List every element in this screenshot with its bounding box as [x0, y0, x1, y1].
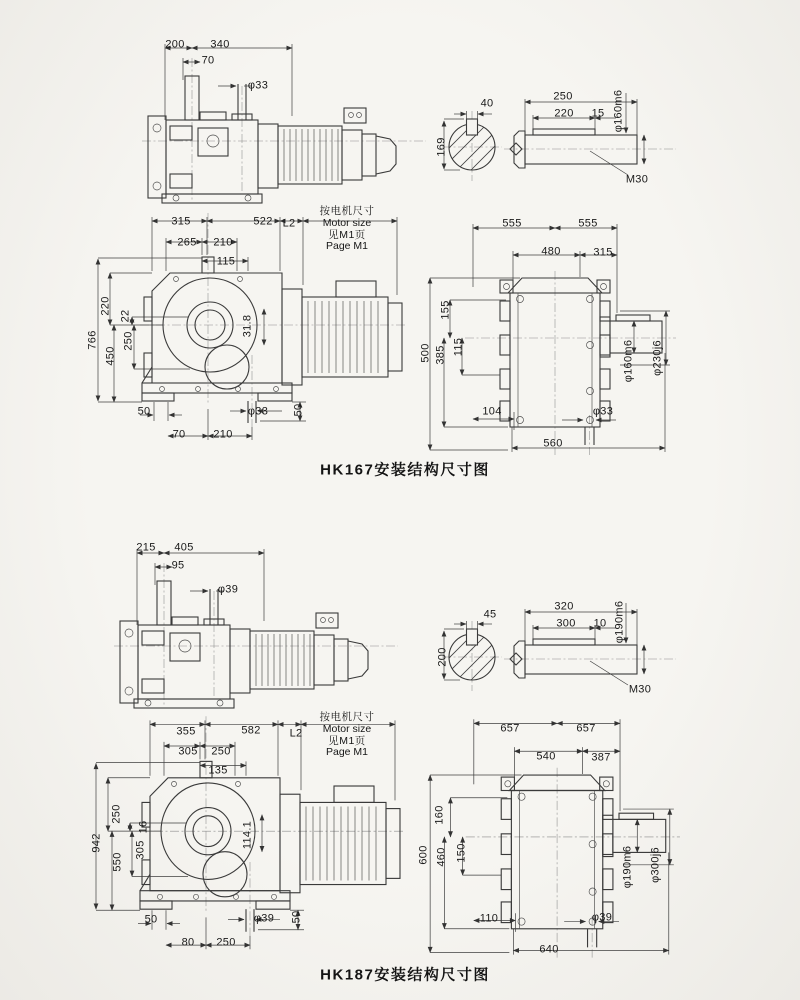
motor-note-line-en1: Motor size [322, 216, 372, 229]
hk167-plan-dim-155: 155 [439, 300, 452, 320]
hk167-front-dim-shaft-dia: φ33 [247, 405, 269, 418]
hk167-shaft-dim-220: 220 [554, 107, 574, 120]
hk187-shaft-dim-10: 10 [593, 617, 607, 630]
hk187-caption: HK187安装结构尺寸图 [320, 966, 490, 984]
hk187-plan-dim-640: 640 [539, 943, 559, 956]
hk167-plan-dim-spigot-dia: φ230j6 [651, 340, 664, 376]
motor-note-line-cn1: 按电机尺寸 [319, 711, 375, 723]
hk167-front-dim-50-left: 50 [137, 405, 151, 418]
hk167-front-dim-450: 450 [104, 346, 117, 366]
hk187-side-dim-215: 215 [136, 541, 156, 554]
motor-note-line-en1: Motor size [322, 722, 372, 735]
hk167-front-dim-l2: L2 [282, 217, 296, 230]
hk167-front-dim-210: 210 [213, 236, 233, 249]
hk167-plan-dim-104: 104 [482, 405, 502, 418]
hk167-plan-dim-315: 315 [593, 246, 613, 259]
hk187-motor-size-note [320, 712, 375, 759]
motor-note-line-en2: Page M1 [325, 240, 369, 253]
hk167-shaft-dim-section-height: 169 [435, 137, 448, 157]
hk187-front-dim-550: 550 [111, 852, 124, 872]
hk167-front-dim-50-right: 50 [292, 403, 305, 417]
hk187-plan-dim-160: 160 [433, 805, 446, 825]
hk187-side-dim-shaft-dia: φ39 [217, 583, 239, 596]
hk167-shaft-dim-250: 250 [553, 90, 573, 103]
hk187-plan-dim-110: 110 [479, 912, 499, 925]
hk187-plan-dim-150: 150 [455, 843, 468, 863]
hk187-front-dim-l2: L2 [289, 727, 303, 740]
hk187-side-view [114, 549, 398, 708]
hk187-front-dim-50-right: 50 [290, 910, 303, 924]
hk167-plan-dim-480: 480 [541, 245, 561, 258]
hk167-front-dim-265: 265 [177, 236, 197, 249]
hk167-front-dim-766: 766 [86, 330, 99, 350]
hk187-front-dim-50-left: 50 [144, 913, 158, 926]
hk187-plan-dim-600: 600 [417, 845, 430, 865]
hk187-front-dim-114-1: 114.1 [241, 820, 254, 850]
hk187-front-dim-shaft-dia: φ39 [253, 912, 275, 925]
hk187-shaft-dim-section-height: 200 [436, 647, 449, 667]
hk167-plan-dim-555-left: 555 [502, 217, 522, 230]
hk187-plan-dim-657-right: 657 [576, 722, 596, 735]
hk167-plan-dim-560: 560 [543, 437, 563, 450]
hk167-front-dim-522: 522 [253, 215, 273, 228]
hk187-front-dim-250: 250 [211, 745, 231, 758]
hk167-front-dim-22: 22 [119, 309, 132, 323]
hk187-plan-dim-output-dia: φ190m6 [621, 845, 634, 889]
motor-note-line-en2: Page M1 [325, 746, 369, 759]
hk187-front-dim-305b: 305 [134, 840, 147, 860]
motor-note-line-cn2: 见M1页 [328, 734, 366, 747]
hk167-side-view [142, 44, 426, 203]
hk167-plan-view [430, 224, 676, 455]
hk167-shaft-dim-dia: φ160m6 [612, 89, 625, 133]
hk167-front-dim-70: 70 [172, 428, 186, 441]
hk167-motor-size-note [320, 206, 375, 253]
hk167-shaft-dim-15: 15 [591, 107, 605, 120]
hk187-plan-dim-input-dia: φ39 [591, 911, 613, 924]
hk187-front-dim-250b: 250 [110, 804, 123, 824]
motor-note-line-cn2: 见M1页 [328, 228, 366, 241]
hk167-front-dim-31-8: 31.8 [241, 314, 254, 338]
hk187-shaft-dim-dia: φ190m6 [613, 600, 626, 644]
hk187-shaft-dim-key-width: 45 [483, 608, 497, 621]
hk167-plan-dim-385: 385 [434, 345, 447, 365]
hk167-plan-dim-115: 115 [452, 337, 465, 357]
hk187-side-dim-405: 405 [174, 541, 194, 554]
hk187-shaft-dim-320: 320 [554, 600, 574, 613]
hk187-front-dim-582: 582 [241, 724, 261, 737]
hk187-plan-dim-387: 387 [591, 751, 611, 764]
motor-note-line-cn1: 按电机尺寸 [319, 205, 375, 217]
hk187-front-dim-80: 80 [181, 936, 195, 949]
hk167-plan-dim-input-dia: φ33 [592, 405, 614, 418]
hk187-shaft-dim-300: 300 [556, 617, 576, 630]
hk167-side-dim-shaft-dia: φ33 [247, 79, 269, 92]
hk167-side-dim-70: 70 [201, 54, 215, 67]
hk167-shaft-dim-key-width: 40 [480, 97, 494, 110]
hk167-side-dim-340: 340 [210, 38, 230, 51]
hk167-front-dim-115: 115 [216, 255, 236, 268]
hk167-front-dim-250: 250 [122, 331, 135, 351]
hk167-plan-dim-output-dia: φ160m6 [622, 339, 635, 383]
hk167-front-dim-315: 315 [171, 215, 191, 228]
hk187-side-dim-95: 95 [171, 559, 185, 572]
hk187-front-dim-305: 305 [178, 745, 198, 758]
hk167-caption: HK167安装结构尺寸图 [320, 461, 490, 479]
hk187-shaft-thread-label: M30 [628, 683, 652, 696]
hk187-front-dim-355: 355 [176, 725, 196, 738]
hk187-front-dim-16: 16 [137, 820, 150, 834]
hk167-front-dim-220: 220 [99, 296, 112, 316]
hk167-plan-dim-555-right: 555 [578, 217, 598, 230]
hk187-plan-dim-spigot-dia: φ300j6 [649, 847, 662, 883]
hk167-shaft-thread-label: M30 [625, 173, 649, 186]
hk187-plan-dim-540: 540 [536, 750, 556, 763]
hk187-plan-dim-657-left: 657 [500, 722, 520, 735]
hk167-plan-dim-500: 500 [419, 343, 432, 363]
hk167-side-dim-200: 200 [165, 38, 185, 51]
hk187-plan-dim-460: 460 [435, 847, 448, 867]
hk187-front-dim-942: 942 [90, 833, 103, 853]
hk167-front-dim-210b: 210 [213, 428, 233, 441]
hk187-front-dim-250c: 250 [216, 936, 236, 949]
hk187-front-dim-135: 135 [208, 764, 228, 777]
